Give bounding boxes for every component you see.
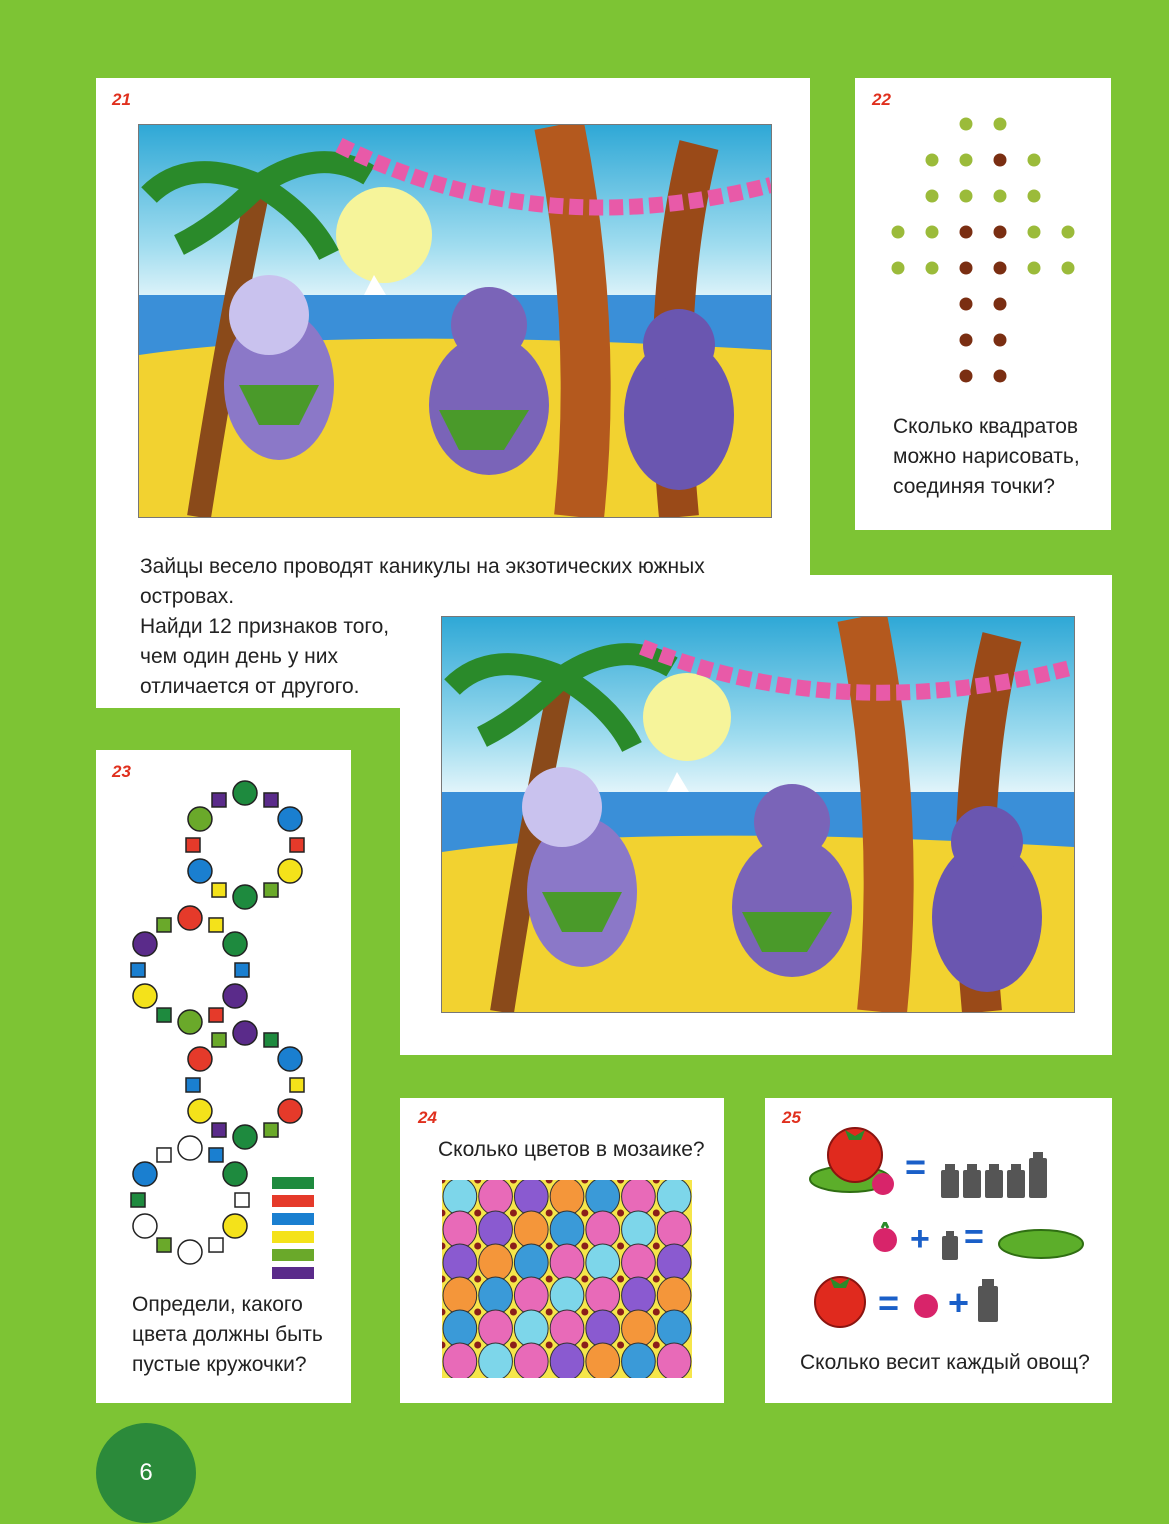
mosaic-petal	[550, 1244, 584, 1281]
mosaic-petal	[657, 1180, 691, 1215]
mosaic-petal	[622, 1343, 656, 1378]
mosaic-dot	[546, 1210, 553, 1217]
bead	[178, 1010, 202, 1034]
mosaic-petal	[514, 1277, 548, 1314]
bead	[209, 1148, 223, 1162]
dot	[994, 262, 1007, 275]
mosaic-dot	[474, 1276, 481, 1283]
mosaic-dot	[510, 1342, 517, 1349]
mosaic-petal	[586, 1310, 620, 1347]
bead	[186, 838, 200, 852]
mosaic-dot	[581, 1210, 588, 1217]
mosaic-petal	[586, 1343, 620, 1378]
bead	[278, 1047, 302, 1071]
bead	[157, 1238, 171, 1252]
legend-swatch	[272, 1249, 314, 1261]
mosaic-petal	[479, 1343, 513, 1378]
mosaic-petal	[443, 1343, 477, 1378]
bead	[178, 1136, 202, 1160]
page-number: 6	[96, 1423, 196, 1523]
mosaic-petal	[550, 1310, 584, 1347]
dot-grid	[880, 108, 1090, 388]
mosaic-dot	[546, 1243, 553, 1250]
mosaic-petal	[443, 1211, 477, 1248]
equation-row-1	[805, 1122, 1095, 1202]
puzzle-21-text: Зайцы весело проводят каникулы на экзотических южных островах. Найди 12 признаков того, чем один день у них отличается от другого.	[140, 555, 705, 698]
weights-5	[937, 1148, 1057, 1198]
bead	[264, 793, 278, 807]
mosaic-petal	[479, 1244, 513, 1281]
bead	[290, 838, 304, 852]
dot	[1062, 226, 1075, 239]
mosaic-petal	[443, 1310, 477, 1347]
dot	[960, 226, 973, 239]
dot	[994, 190, 1007, 203]
puzzle-24-number: 24	[418, 1108, 437, 1127]
mosaic-petal	[622, 1211, 656, 1248]
mosaic-dot	[617, 1309, 624, 1316]
bead	[278, 1099, 302, 1123]
legend-swatch	[272, 1267, 314, 1279]
mosaic-dot	[581, 1342, 588, 1349]
beach-picture-1	[138, 124, 772, 518]
bead	[278, 807, 302, 831]
equals-sign: =	[905, 1146, 927, 1187]
legend-swatch	[272, 1177, 314, 1189]
bead	[133, 1214, 157, 1238]
dot	[1028, 226, 1041, 239]
legend-swatch	[272, 1195, 314, 1207]
mosaic-dot	[617, 1276, 624, 1283]
dot	[994, 298, 1007, 311]
dot	[960, 370, 973, 383]
bead	[235, 963, 249, 977]
weight-icon	[963, 1170, 981, 1198]
weight-icon	[1007, 1170, 1025, 1198]
weight-handle	[1033, 1152, 1043, 1159]
dot	[1028, 190, 1041, 203]
dot	[1028, 154, 1041, 167]
weight-icon	[941, 1170, 959, 1198]
mosaic-petal	[479, 1310, 513, 1347]
mosaic-dot	[474, 1243, 481, 1250]
puzzle-24-question: Сколько цветов в мозаике?	[438, 1138, 705, 1161]
puzzle-25-question: Сколько весит каждый овощ?	[800, 1351, 1090, 1374]
mosaic-petal	[550, 1211, 584, 1248]
mosaic-petal	[443, 1277, 477, 1314]
mosaic-petal	[586, 1211, 620, 1248]
mosaic-petal	[657, 1211, 691, 1248]
dot	[960, 334, 973, 347]
mosaic-dot	[546, 1309, 553, 1316]
mosaic-petal	[514, 1310, 548, 1347]
bead	[223, 1214, 247, 1238]
mosaic-petal	[622, 1180, 656, 1215]
weight-handle	[989, 1164, 999, 1171]
mosaic-dot	[510, 1309, 517, 1316]
mosaic-petal	[479, 1277, 513, 1314]
mosaic-dot	[474, 1210, 481, 1217]
mosaic-petal	[550, 1180, 584, 1215]
mosaic-petal	[514, 1180, 548, 1215]
puzzle-22-number: 22	[872, 90, 891, 109]
dot	[994, 154, 1007, 167]
dot	[1028, 262, 1041, 275]
bead	[235, 1193, 249, 1207]
mosaic-petal	[514, 1343, 548, 1378]
mosaic-petal	[586, 1277, 620, 1314]
mosaic	[442, 1180, 692, 1378]
bead	[212, 1033, 226, 1047]
dot	[994, 118, 1007, 131]
equation-row-3	[810, 1270, 1070, 1332]
mosaic-dot	[653, 1210, 660, 1217]
dot	[926, 154, 939, 167]
color-legend	[270, 1175, 316, 1287]
mosaic-dot	[510, 1276, 517, 1283]
mosaic-dot	[581, 1243, 588, 1250]
bead	[233, 781, 257, 805]
legend-swatch	[272, 1231, 314, 1243]
bead	[223, 984, 247, 1008]
mosaic-petal	[657, 1244, 691, 1281]
bead	[264, 1123, 278, 1137]
mosaic-petal	[443, 1180, 477, 1215]
legend-swatch	[272, 1213, 314, 1225]
bead	[278, 859, 302, 883]
bead	[178, 906, 202, 930]
mosaic-dot	[546, 1342, 553, 1349]
bead	[264, 883, 278, 897]
dot	[926, 190, 939, 203]
weight-icon	[940, 1230, 960, 1260]
mosaic-dot	[617, 1243, 624, 1250]
bead	[188, 1047, 212, 1071]
bead	[209, 1238, 223, 1252]
mosaic-dot	[510, 1243, 517, 1250]
bead	[133, 984, 157, 1008]
bead	[157, 1148, 171, 1162]
bead	[223, 932, 247, 956]
mosaic-petal	[443, 1244, 477, 1281]
mosaic-petal	[657, 1277, 691, 1314]
mosaic-dot	[510, 1210, 517, 1217]
mosaic-petal	[622, 1244, 656, 1281]
bead	[233, 1125, 257, 1149]
bead	[186, 1078, 200, 1092]
mosaic-dot	[474, 1342, 481, 1349]
mosaic-petal	[657, 1310, 691, 1347]
bead	[209, 1008, 223, 1022]
weight-icon	[1029, 1158, 1047, 1198]
mosaic-dot	[617, 1210, 624, 1217]
mosaic-dot	[581, 1309, 588, 1316]
bead	[212, 793, 226, 807]
mosaic-petal	[586, 1244, 620, 1281]
bead	[209, 918, 223, 932]
mosaic-petal	[514, 1211, 548, 1248]
equals-sign: =	[964, 1218, 984, 1256]
dot	[926, 226, 939, 239]
mosaic-petal	[479, 1211, 513, 1248]
equals-sign: =	[878, 1282, 900, 1323]
mosaic-dot	[653, 1243, 660, 1250]
dot	[960, 190, 973, 203]
mosaic-petal	[622, 1310, 656, 1347]
weight-icon	[985, 1170, 1003, 1198]
dot	[960, 154, 973, 167]
bead	[188, 859, 212, 883]
weight-icon	[976, 1278, 1000, 1322]
puzzle-25-number: 25	[782, 1108, 801, 1127]
bead	[212, 1123, 226, 1137]
bead	[133, 932, 157, 956]
bead	[212, 883, 226, 897]
mosaic-dot	[653, 1342, 660, 1349]
mosaic-petal	[514, 1244, 548, 1281]
dot	[926, 262, 939, 275]
equation-row-2	[870, 1218, 1110, 1268]
bead	[264, 1033, 278, 1047]
dot	[960, 118, 973, 131]
bead	[233, 885, 257, 909]
bead	[131, 963, 145, 977]
bead	[157, 918, 171, 932]
mosaic-dot	[546, 1276, 553, 1283]
radish-icon	[872, 1173, 894, 1195]
bead	[131, 1193, 145, 1207]
radish-icon	[914, 1294, 938, 1318]
mosaic-petal	[657, 1343, 691, 1378]
bead	[188, 807, 212, 831]
cucumber-icon	[999, 1230, 1083, 1258]
plus-sign: +	[948, 1282, 970, 1323]
puzzle-23-number: 23	[112, 762, 131, 781]
beach-picture-2	[441, 616, 1075, 1013]
puzzle-22-question: Сколько квадратов можно нарисовать, соединяя точки?	[893, 415, 1080, 498]
mosaic-dot	[474, 1309, 481, 1316]
dot	[994, 370, 1007, 383]
mosaic-petal	[622, 1277, 656, 1314]
bead	[157, 1008, 171, 1022]
plus-sign: +	[910, 1220, 930, 1258]
dot	[960, 262, 973, 275]
dot	[994, 226, 1007, 239]
mosaic-petal	[586, 1180, 620, 1215]
bead	[188, 1099, 212, 1123]
bead	[178, 1240, 202, 1264]
mosaic-petal	[550, 1343, 584, 1378]
mosaic-dot	[617, 1342, 624, 1349]
mosaic-dot	[653, 1309, 660, 1316]
puzzle-21-number: 21	[112, 90, 131, 109]
radish-icon	[873, 1228, 897, 1252]
mosaic-dot	[653, 1276, 660, 1283]
weight-handle	[945, 1164, 955, 1171]
dot	[892, 226, 905, 239]
dot	[1062, 262, 1075, 275]
bead	[223, 1162, 247, 1186]
weight-handle	[1011, 1164, 1021, 1171]
dot	[892, 262, 905, 275]
weight-handle	[967, 1164, 977, 1171]
mosaic-petal	[550, 1277, 584, 1314]
mosaic-dot	[581, 1276, 588, 1283]
mosaic-petal	[479, 1180, 513, 1215]
bead	[290, 1078, 304, 1092]
bead	[133, 1162, 157, 1186]
dot	[960, 298, 973, 311]
dot	[994, 334, 1007, 347]
puzzle-23-question: Определи, какого цвета должны быть пустые кружочки?	[132, 1293, 323, 1376]
bead	[233, 1021, 257, 1045]
